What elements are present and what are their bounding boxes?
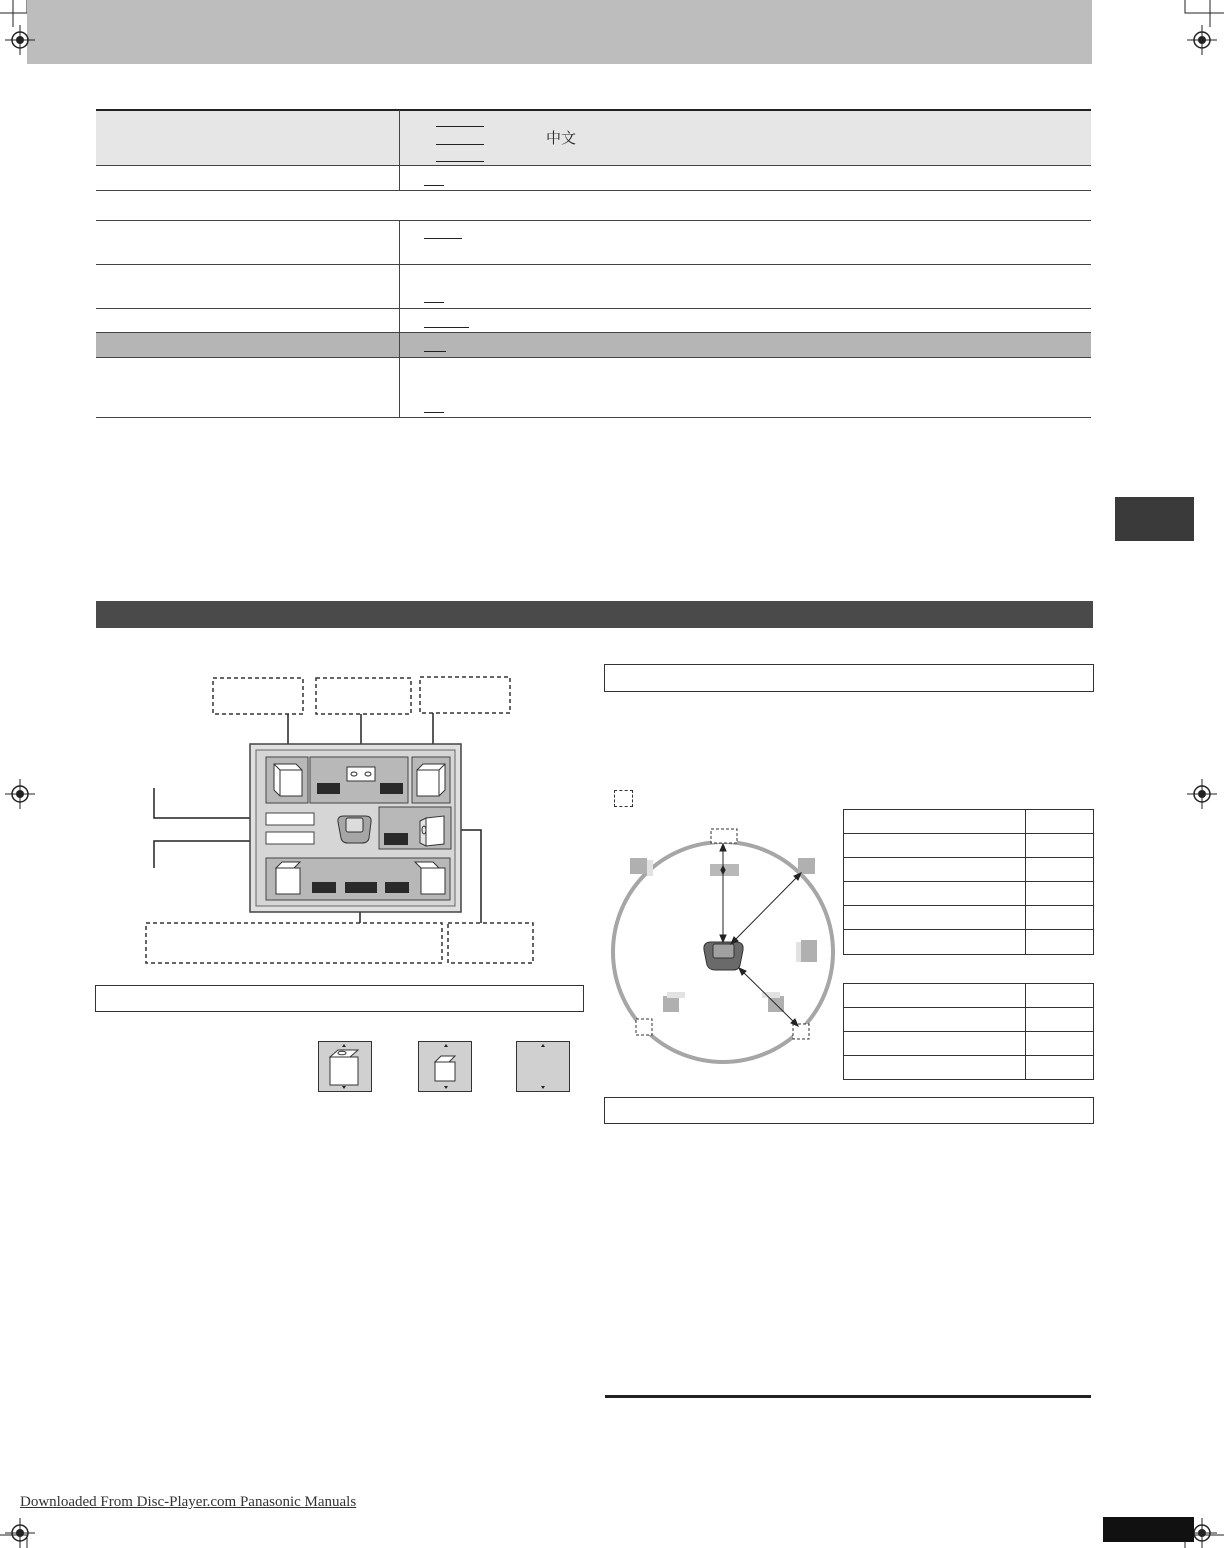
- table-rule: [96, 220, 1091, 221]
- dashed-legend-square: [614, 790, 633, 807]
- front-right-speaker: [798, 858, 815, 874]
- surround-level-block: [312, 882, 336, 893]
- center-level-block: [317, 783, 340, 794]
- default-value-mark: [424, 302, 444, 303]
- speaker-cube-icon: [420, 816, 444, 846]
- default-value-mark: [436, 126, 484, 127]
- setting-field-upper: [266, 813, 314, 825]
- speaker-cube-icon: [417, 764, 445, 796]
- table-rule: [96, 417, 1091, 418]
- setting-field-lower: [266, 832, 314, 844]
- channel-balance-heading-box: [604, 1097, 1094, 1124]
- crosshair-target-icon: [1187, 25, 1217, 55]
- default-value-mark: [424, 238, 462, 239]
- header-band: [27, 0, 1092, 64]
- table-rule: [96, 332, 1091, 333]
- table-top-rule: [96, 109, 1091, 111]
- callout-box-subwoofer: [448, 923, 533, 963]
- subwoofer-level-block: [384, 833, 408, 845]
- surround-level-block: [385, 882, 409, 893]
- crosshair-target-icon: [5, 1518, 35, 1548]
- delay-time-heading-box: [604, 664, 1094, 692]
- table-rule: [96, 357, 1091, 358]
- crosshair-target-icon: [1187, 779, 1217, 809]
- table-rule: [96, 165, 1091, 166]
- speaker-size-none-icon: [516, 1041, 570, 1092]
- center-level-block: [380, 783, 403, 794]
- front-distance-table: [843, 809, 1095, 956]
- armchair-icon: [338, 816, 371, 843]
- surround-level-block: [345, 882, 377, 893]
- column-end-rule: [605, 1395, 1091, 1398]
- speaker-setup-section-bar: [96, 601, 1093, 628]
- default-value-mark: [424, 412, 444, 413]
- table-rule: [96, 308, 1091, 309]
- callout-box-front-right: [420, 677, 510, 713]
- speaker-placement-diagram: [605, 822, 845, 1072]
- side-section-tab: [1115, 497, 1194, 541]
- default-value-mark: [424, 351, 446, 352]
- default-value-mark: [436, 144, 484, 145]
- speaker-settings-screen-diagram: [90, 670, 590, 970]
- surround-left-reference-square: [636, 1019, 652, 1035]
- speaker-size-large-icon: [318, 1041, 372, 1092]
- table-column-divider: [399, 220, 400, 417]
- speaker-cube-icon: [347, 767, 375, 781]
- armchair-icon: [704, 942, 743, 970]
- callout-box-center: [316, 678, 411, 714]
- default-value-mark: [424, 185, 444, 186]
- source-link[interactable]: Downloaded From Disc-Player.com Panasonic Manuals: [20, 1494, 357, 1510]
- speaker-size-small-icon: [418, 1041, 472, 1092]
- language-option-chinese: 中文: [546, 129, 577, 147]
- front-left-speaker: [630, 858, 647, 874]
- table-rule: [96, 264, 1091, 265]
- default-value-mark: [424, 327, 469, 328]
- surround-distance-table: [843, 983, 1095, 1081]
- table-header-row: [96, 110, 1091, 165]
- default-value-mark: [436, 161, 484, 162]
- center-reference-square: [711, 829, 737, 843]
- speaker-presence-heading-box: [95, 985, 584, 1012]
- surround-right-reference-square: [793, 1024, 809, 1039]
- callout-box-surround: [146, 923, 442, 963]
- page-number-tab: [1103, 1517, 1194, 1542]
- table-rule: [96, 190, 1091, 191]
- callout-box-front-left: [213, 678, 303, 714]
- crosshair-target-icon: [5, 779, 35, 809]
- speaker-cube-icon: [274, 764, 302, 796]
- table-highlight-row: [96, 333, 1091, 357]
- surround-left-speaker: [663, 996, 679, 1012]
- crosshair-target-icon: [5, 25, 35, 55]
- subwoofer-speaker: [801, 940, 817, 962]
- table-column-divider: [399, 110, 400, 190]
